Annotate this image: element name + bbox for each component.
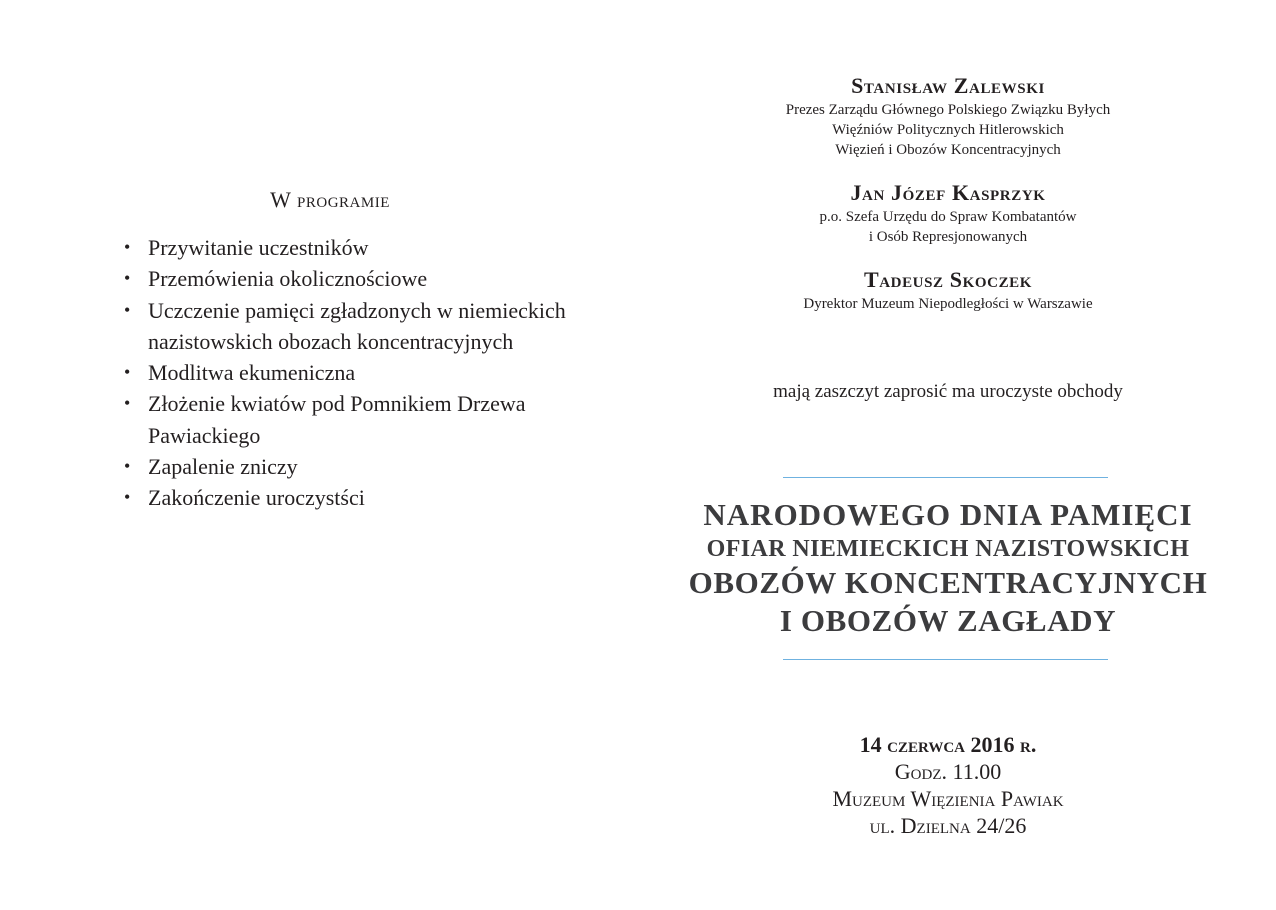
- signatory-role-line: Prezes Zarządu Głównego Polskiego Związku Byłych: [785, 102, 1111, 118]
- signatory-role-line: Więzień i Obozów Koncentracyjnych: [835, 142, 1061, 158]
- signatories: [638, 72, 1258, 333]
- list-item: • Złożenie kwiatów pod Pomnikiem Drzewa Pawiackiego: [148, 388, 608, 451]
- event-title-line-4: I OBOZÓW ZAGŁADY: [779, 603, 1117, 638]
- signatory-name: Tadeusz Skoczek: [863, 267, 1033, 292]
- divider-top: [783, 477, 1108, 478]
- signatory-name: Jan Józef Kasprzyk: [850, 180, 1046, 205]
- event-venue: Muzeum Więzienia Pawiak: [832, 786, 1064, 811]
- list-item: • Zakończenie uroczystści: [148, 482, 608, 513]
- signatory-role-line: p.o. Szefa Urzędu do Spraw Kombatantów: [819, 209, 1077, 225]
- event-title-line-2: OFIAR NIEMIECKICH NAZISTOWSKICH: [706, 536, 1190, 562]
- signatory: [638, 72, 1258, 160]
- signatory-role-line: Dyrektor Muzeum Niepodległości w Warszawie: [803, 296, 1093, 312]
- event-time: Godz. 11.00: [894, 759, 1002, 784]
- event-address: ul. Dzielna 24/26: [869, 813, 1027, 838]
- list-item: • Modlitwa ekumeniczna: [148, 357, 608, 388]
- bullet-icon: •: [124, 487, 131, 508]
- signatory-role-line: i Osób Represjonowanych: [868, 229, 1028, 245]
- divider-bottom: [783, 659, 1108, 660]
- event-title-line-3: OBOZÓW KONCENTRACYJNYCH: [688, 565, 1208, 600]
- event-details: [638, 731, 1258, 839]
- bullet-icon: •: [124, 268, 131, 289]
- list-item: • Przywitanie uczestników: [148, 232, 608, 263]
- program-heading: W programie: [270, 187, 390, 212]
- signatory-name: Stanisław Zalewski: [851, 73, 1045, 98]
- invitation-text: mają zaszczyt zaprosić ma uroczyste obchody: [773, 381, 1123, 402]
- event-date: 14 czerwca 2016 r.: [859, 732, 1037, 757]
- bullet-icon: •: [124, 362, 131, 383]
- list-item: • Uczczenie pamięci zgładzonych w niemieckich nazistowskich obozach koncentracyjnych: [148, 295, 608, 358]
- list-item: • Zapalenie zniczy: [148, 451, 608, 482]
- event-title-line-1: NARODOWEGO DNIA PAMIĘCI: [703, 497, 1193, 532]
- list-item: • Przemówienia okolicznościowe: [148, 263, 608, 294]
- bullet-icon: •: [124, 299, 131, 320]
- signatory-role-line: Więźniów Politycznych Hitlerowskich: [832, 122, 1064, 138]
- signatory: [638, 266, 1258, 314]
- signatory: [638, 179, 1258, 247]
- bullet-icon: •: [124, 237, 131, 257]
- event-title: [638, 496, 1258, 640]
- program-list: [124, 232, 608, 514]
- right-page: [638, 0, 1276, 910]
- bullet-icon: •: [124, 393, 131, 414]
- bullet-icon: •: [124, 456, 131, 477]
